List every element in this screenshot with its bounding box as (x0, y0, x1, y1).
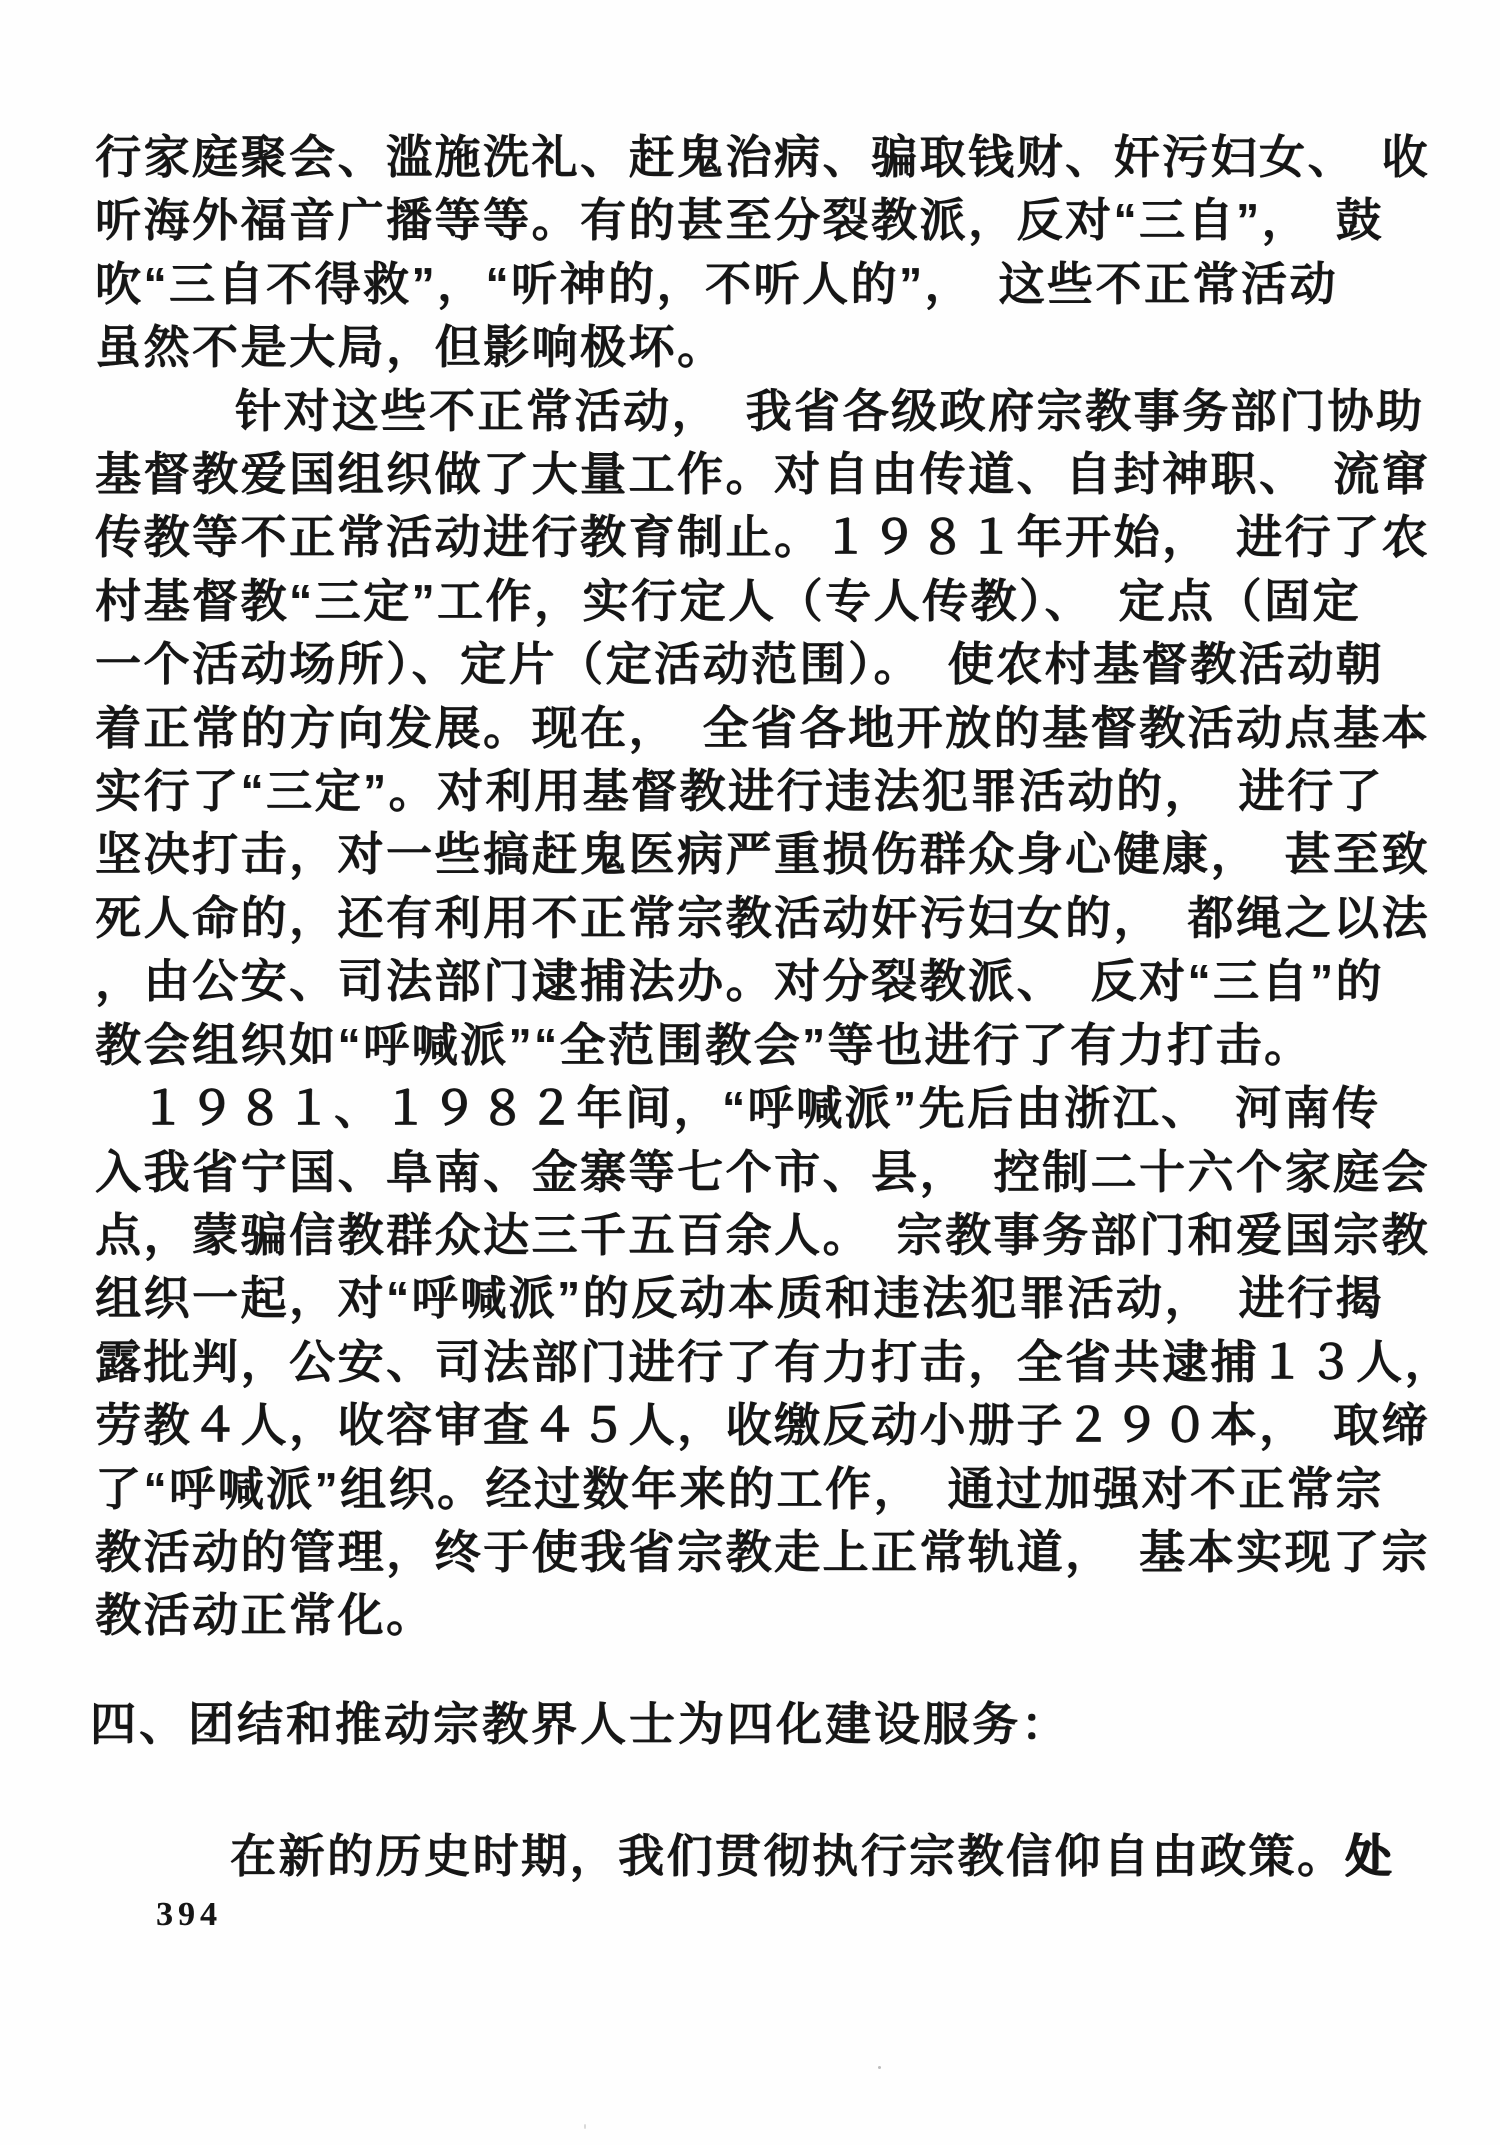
closing-paragraph (95, 1820, 1500, 1886)
text-line-8: 村基督教“三定”工作，实行定人（专人传教）、 定点（固定 (95, 574, 1361, 627)
text-line-11: 实行了“三定”。对利用基督教进行违法犯罪活动的， 进行了 (95, 765, 1384, 818)
text-line-23: 教活动的管理，终于使我省宗教走上正常轨道， 基本实现了宗 (95, 1525, 1430, 1578)
text-line-7: 传教等不正常活动进行教育制止。１９８１年开始， 进行了农 (95, 511, 1430, 564)
text-line-17: 入我省宁国、阜南、金寨等七个市、县， 控制二十六个家庭会 (95, 1145, 1430, 1198)
text-line-1: 行家庭聚会、滥施洗礼、赶鬼治病、骗取钱财、奸污妇女、 收 (95, 131, 1430, 183)
page-number: 394 (156, 1896, 222, 1933)
text-line-19: 组织一起，对“呼喊派”的反动本质和违法犯罪活动， 进行揭 (95, 1272, 1384, 1325)
text-line-6: 基督教爱国组织做了大量工作。对自由传道、自封神职、 流窜 (95, 448, 1430, 501)
text-line-4: 虽然不是大局，但影响极坏。 (95, 321, 726, 374)
text-line-9: 一个活动场所）、定片（定活动范围）。 使农村基督教活动朝 (95, 638, 1384, 691)
text-line-2: 听海外福音广播等等。有的甚至分裂教派，反对“三自”， 鼓 (95, 194, 1384, 247)
closing-paragraph-bold-char: 处 (1345, 1830, 1394, 1882)
text-line-18: 点，蒙骗信教群众达三千五百余人。 宗教事务部门和爱国宗教 (95, 1208, 1430, 1261)
closing-paragraph-text: 在新的历史时期，我们贯彻执行宗教信仰自由政策。 (230, 1830, 1346, 1882)
text-line-21: 劳教４人，收容审查４５人，收缴反动小册子２９０本， 取缔 (95, 1399, 1430, 1452)
text-line-15: 教会组织如“呼喊派”“全范围教会”等也进行了有力打击。 (95, 1018, 1313, 1071)
scan-speck (584, 2124, 586, 2129)
text-line-14: ，由公安、司法部门逮捕法办。对分裂教派、 反对“三自”的 (95, 955, 1384, 1008)
section-heading: 四、团结和推动宗教界人士为四化建设服务： (90, 1698, 1070, 1750)
text-line-24: 教活动正常化。 (95, 1589, 435, 1642)
scan-speck (878, 2066, 881, 2069)
text-line-3: 吹“三自不得救”，“听神的，不听人的”， 这些不正常活动 (95, 257, 1338, 310)
text-line-13: 死人命的，还有利用不正常宗教活动奸污妇女的， 都绳之以法 (95, 891, 1430, 944)
text-line-10: 着正常的方向发展。现在， 全省各地开放的基督教活动点基本 (95, 701, 1430, 754)
text-line-16: １９８１、１９８２年间，“呼喊派”先后由浙江、 河南传 (140, 1082, 1381, 1135)
body-text (95, 126, 1453, 1648)
text-line-20: 露批判，公安、司法部门进行了有力打击，全省共逮捕１３人， (95, 1335, 1453, 1388)
text-line-22: 了“呼喊派”组织。经过数年来的工作， 通过加强对不正常宗 (95, 1462, 1384, 1515)
text-line-12: 坚决打击，对一些搞赶鬼医病严重损伤群众身心健康， 甚至致 (95, 828, 1430, 881)
text-line-5: 针对这些不正常活动， 我省各级政府宗教事务部门协助 (235, 384, 1425, 437)
